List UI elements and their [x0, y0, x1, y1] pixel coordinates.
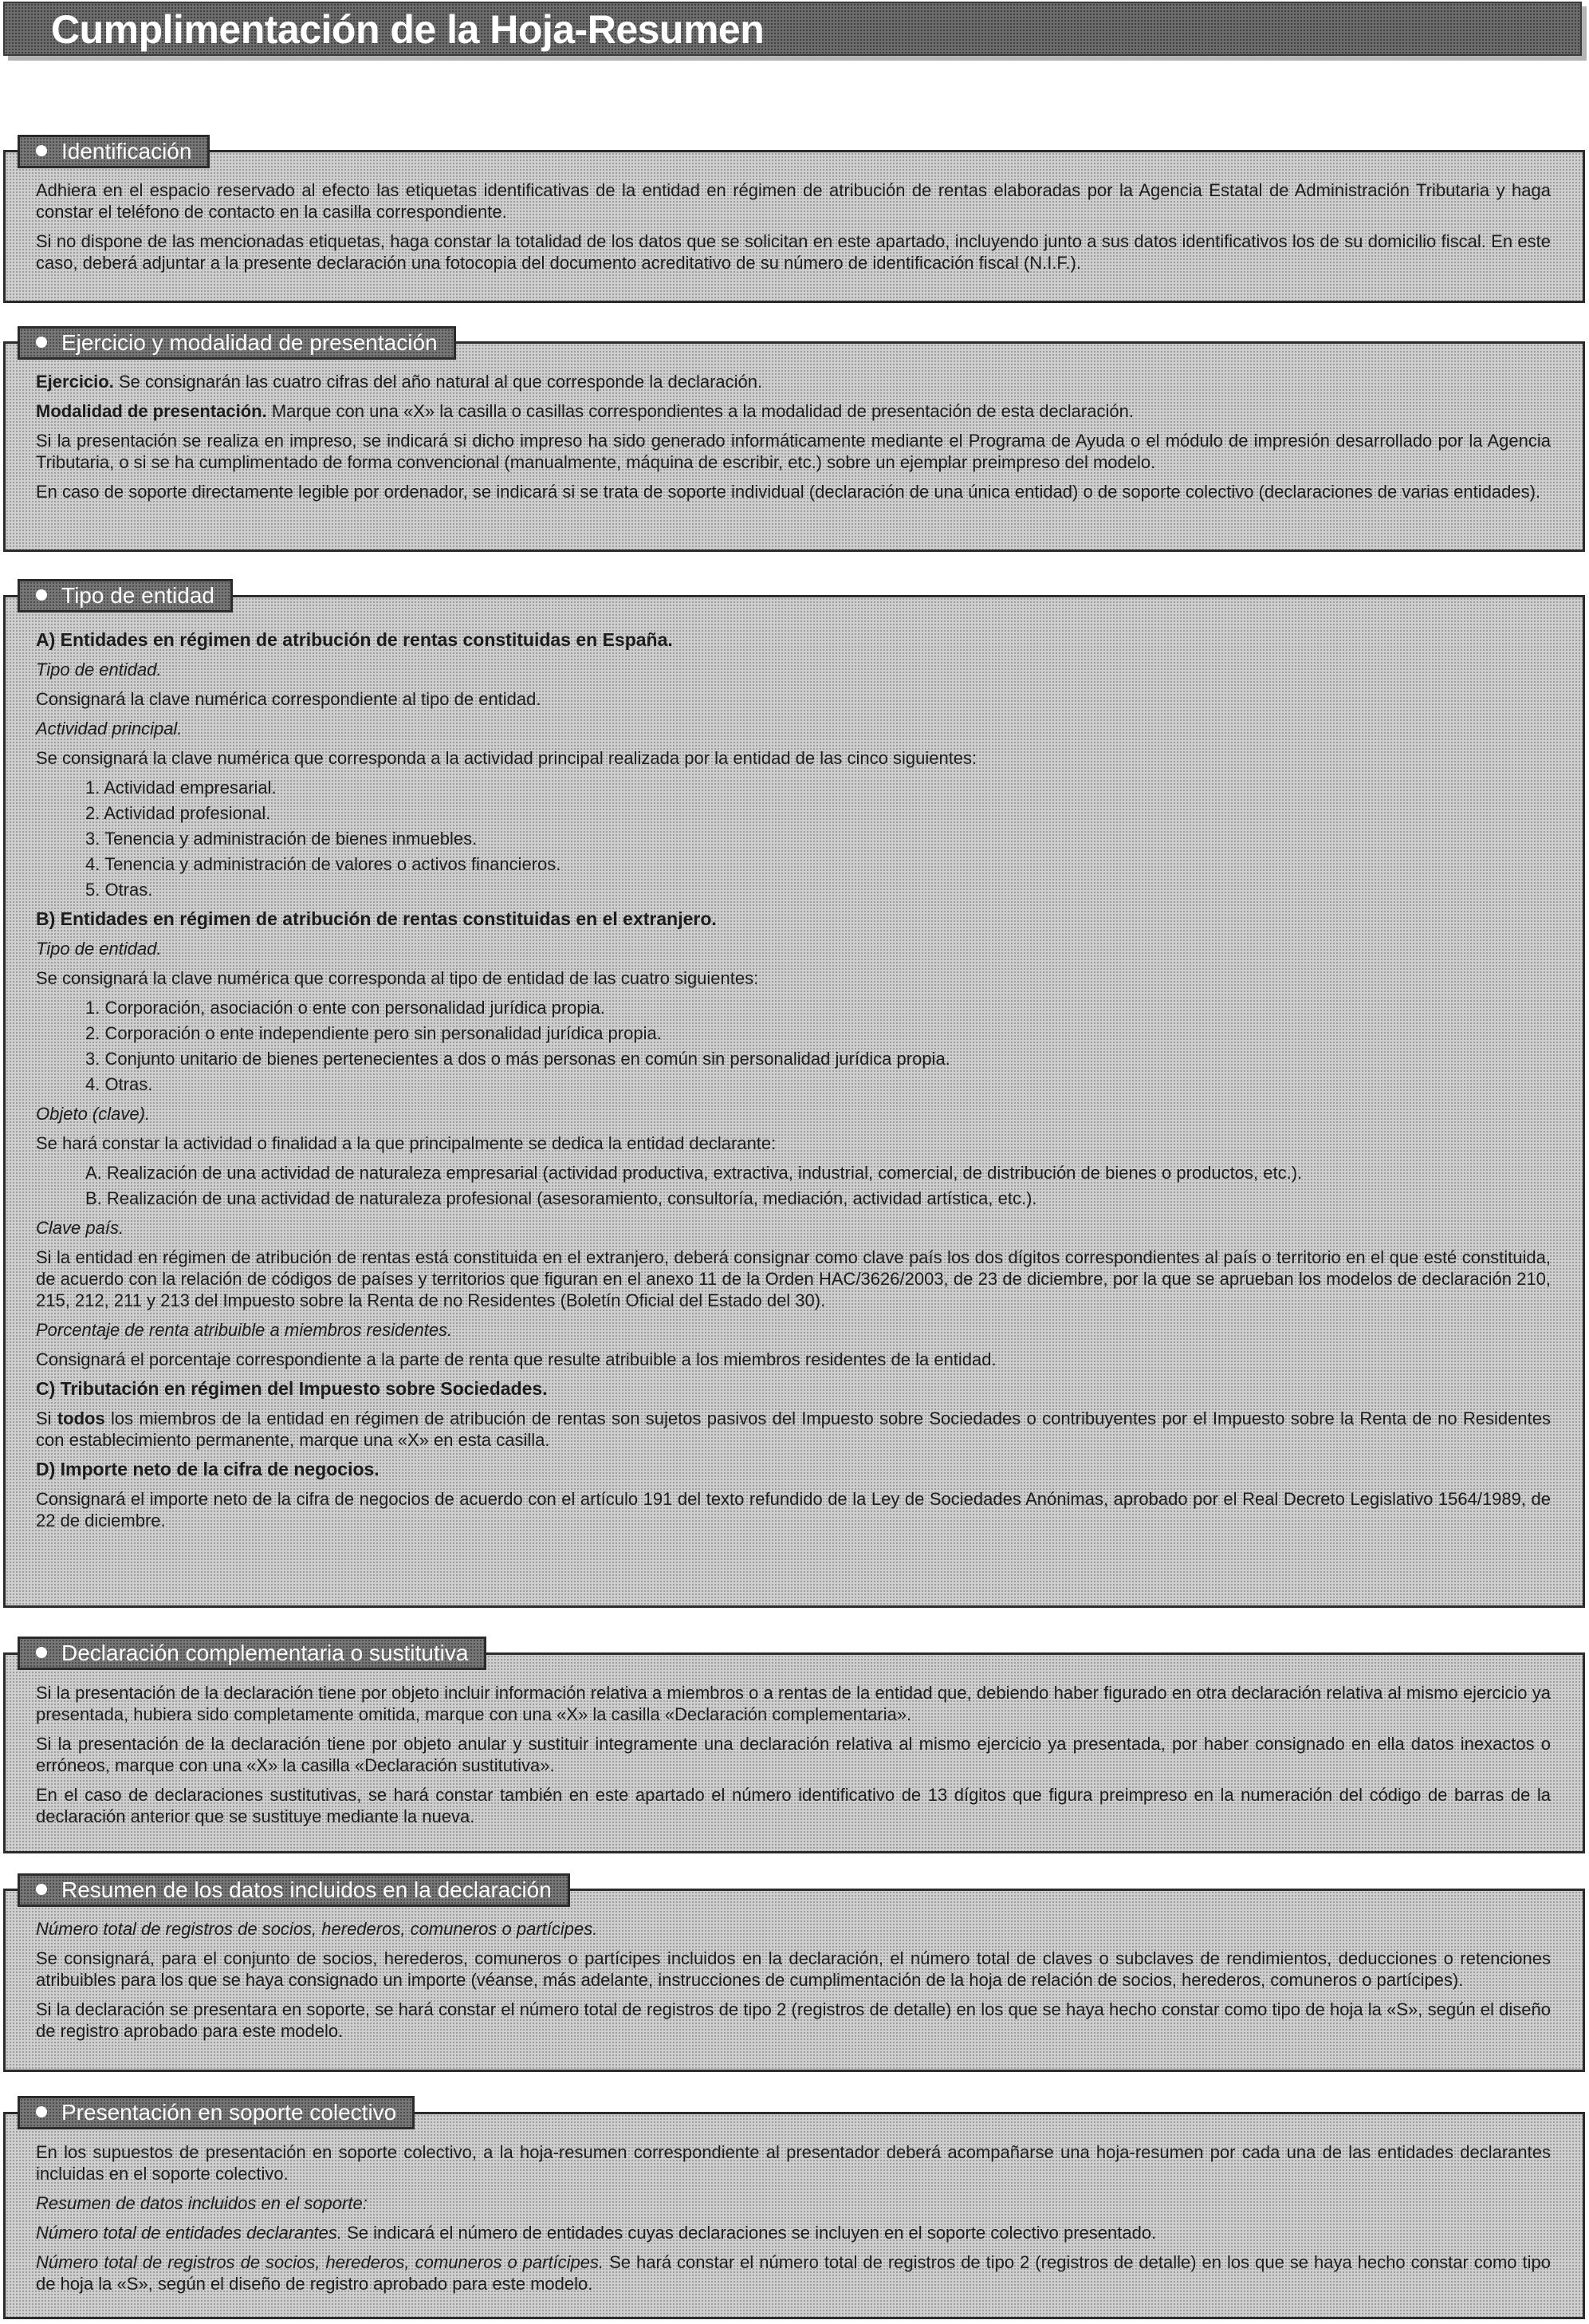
modalidad-paragraph [36, 400, 1551, 422]
list-item: 3. Conjunto unitario de bienes pertenecientes a dos o más personas en común sin personalidad jurídica propia. [85, 1049, 950, 1069]
field-label: Número total de registros de socios, herederos, comuneros o partícipes. [36, 2252, 604, 2272]
list-item: 4. Otras. [85, 1074, 153, 1094]
section-tab-identificacion [18, 135, 210, 168]
paragraph [36, 2251, 1551, 2294]
bullet-icon [36, 337, 47, 348]
field-label: Porcentaje de renta atribuible a miembros residentes. [36, 1320, 453, 1340]
paragraph: Consignará el porcentaje correspondiente a la parte de renta que resulte atribuible a los miembros residentes de la entidad. [36, 1349, 997, 1369]
text-fragment: Se indicará el número de entidades cuyas declaraciones se incluyen en el soporte colectivo presentado. [342, 2223, 1157, 2243]
list-item: 4. Tenencia y administración de valores o activos financieros. [85, 854, 561, 874]
paragraph: Si la presentación de la declaración tiene por objeto anular y sustituir integramente una declaración relativa al mismo ejercicio ya presentada, por haber consignado en ella datos inexactos o erróneos, marque con una «X» la casilla «Declaración sustitutiva». [36, 1734, 1551, 1775]
list-item: 3. Tenencia y administración de bienes inmuebles. [85, 829, 478, 849]
text-fragment: Si [36, 1408, 57, 1428]
section-title: Ejercicio y modalidad de presentación [61, 330, 438, 355]
paragraph: En caso de soporte directamente legible por ordenador, se indicará si se trata de soporte individual (declaración de una única entidad) o de soporte colectivo (declaraciones de varias entidades). [36, 482, 1541, 502]
section-complementaria [3, 1652, 1585, 1853]
section-tipo-entidad [3, 595, 1585, 1608]
section-colectivo [3, 2112, 1585, 2319]
bullet-icon [36, 589, 47, 601]
section-identificacion [3, 150, 1585, 303]
section-tab-complementaria [18, 1637, 486, 1670]
field-label: Clave país. [36, 1218, 124, 1238]
field-label: Número total de registros de socios, herederos, comuneros o partícipes. [36, 1919, 598, 1939]
bullet-icon [36, 1884, 47, 1895]
section-title: Declaración complementaria o sustitutiva [61, 1641, 469, 1665]
paragraph [36, 2222, 1551, 2243]
entity-type-list [36, 997, 1551, 1095]
section-tab-ejercicio [18, 326, 456, 360]
modalidad-label: Modalidad de presentación. [36, 401, 267, 421]
section-title: Resumen de los datos incluidos en la declaración [61, 1877, 552, 1902]
list-item: 2. Actividad profesional. [85, 803, 271, 823]
subsection-heading: B) Entidades en régimen de atribución de rentas constituidas en el extranjero. [36, 908, 717, 929]
page-title: Cumplimentación de la Hoja-Resumen [51, 7, 765, 52]
ejercicio-text: Se consignarán las cuatro cifras del año natural al que corresponde la declaración. [113, 372, 763, 392]
section-title: Presentación en soporte colectivo [61, 2100, 397, 2125]
paragraph: En los supuestos de presentación en soporte colectivo, a la hoja-resumen correspondiente al presentador deberá acompañarse una hoja-resumen por cada una de las entidades declarantes incluidas en el soporte colectivo. [36, 2142, 1551, 2184]
paragraph: Si la declaración se presentara en soporte, se hará constar el número total de registros de tipo 2 (registros de detalle) en los que se haya hecho constar como tipo de hoja la «S», según el diseño de registro aprobado para este modelo. [36, 1999, 1551, 2041]
subsection-heading: A) Entidades en régimen de atribución de rentas constituidas en España. [36, 629, 673, 650]
field-label: Actividad principal. [36, 719, 183, 739]
list-item: 1. Corporación, asociación o ente con personalidad jurídica propia. [85, 998, 605, 1018]
list-item: 5. Otras. [85, 880, 153, 900]
section-tab-colectivo [18, 2096, 415, 2129]
paragraph: Se consignará, para el conjunto de socios, herederos, comuneros o partícipes incluidos en la declaración, el número total de claves o subclaves de rendimientos, deducciones o retenciones atribuibles para los que se haya consignado un importe (véanse, más adelante, instrucciones de cumplimentación de la hoja de relación de socios, herederos, comuneros o partícipes). [36, 1948, 1551, 1990]
bullet-icon [36, 1647, 47, 1658]
field-label: Número total de entidades declarantes. [36, 2223, 343, 2243]
objeto-list [36, 1162, 1551, 1209]
paragraph: Adhiera en el espacio reservado al efecto las etiquetas identificativas de la entidad en régimen de atribución de rentas elaboradas por la Agencia Estatal de Administración Tributaria y haga constar el teléfono de contacto en la casilla correspondiente. [36, 180, 1551, 222]
subsection-heading: C) Tributación en régimen del Impuesto sobre Sociedades. [36, 1378, 548, 1399]
text-fragment: los miembros de la entidad en régimen de atribución de rentas son sujetos pasivos del Impuesto sobre Sociedades o contribuyentes por el Impuesto sobre la Renta de no Residentes con establecimiento permanente, marque una «X» en esta casilla. [36, 1408, 1551, 1450]
paragraph: Se hará constar la actividad o finalidad a la que principalmente se dedica la entidad declarante: [36, 1133, 777, 1153]
paragraph: Consignará la clave numérica correspondiente al tipo de entidad. [36, 689, 541, 709]
paragraph: Si la entidad en régimen de atribución de rentas está constituida en el extranjero, deberá consignar como clave país los dos dígitos correspondientes al país o territorio en el que esté constituida, de acuerdo con la relación de códigos de países y territorios que figuran en el anexo 11 de la Orden HAC/3626/2003, de 23 de diciembre, por la que se aprueban los modelos de declaración 210, 215, 212, 211 y 213 del Impuesto sobre la Renta de no Residentes (Boletín Oficial del Estado del 30). [36, 1247, 1551, 1310]
ejercicio-label: Ejercicio. [36, 372, 114, 392]
paragraph: Se consignará la clave numérica que corresponda al tipo de entidad de las cuatro siguientes: [36, 968, 759, 988]
section-tab-tipo-entidad [18, 579, 233, 613]
section-resumen [3, 1889, 1585, 2072]
subsection-heading: D) Importe neto de la cifra de negocios. [36, 1459, 380, 1479]
field-label: Tipo de entidad. [36, 660, 162, 679]
activity-list [36, 777, 1551, 900]
paragraph: Si la presentación de la declaración tiene por objeto incluir información relativa a miembros o a rentas de la entidad que, debiendo haber figurado en otra declaración relativa al mismo ejercicio ya presentada, hubiera sido completamente omitida, marque con una «X» la casilla «Declaración complementaria». [36, 1683, 1551, 1724]
emphasis: todos [57, 1408, 105, 1428]
paragraph [36, 1408, 1551, 1451]
list-item: 2. Corporación o ente independiente pero sin personalidad jurídica propia. [85, 1023, 662, 1043]
list-item: A. Realización de una actividad de naturaleza empresarial (actividad productiva, extractiva, industrial, comercial, de distribución de bienes o productos, etc.). [85, 1163, 1303, 1183]
paragraph: En el caso de declaraciones sustitutivas, se hará constar también en este apartado el número identificativo de 13 dígitos que figura preimpreso en la numeración del código de barras de la declaración anterior que se sustituye mediante la nueva. [36, 1785, 1551, 1826]
section-ejercicio [3, 341, 1585, 552]
list-item: B. Realización de una actividad de naturaleza profesional (asesoramiento, consultoría, mediación, actividad artística, etc.). [85, 1188, 1037, 1208]
field-label: Tipo de entidad. [36, 939, 162, 959]
page-header [3, 2, 1582, 56]
bullet-icon [36, 145, 47, 156]
ejercicio-paragraph [36, 371, 1551, 392]
text-fragment: Se hará constar el número total de registros de tipo 2 (registros de detalle) en los que se haya hecho constar como tipo de hoja la «S», según el diseño de registro aprobado para este modelo. [36, 2252, 1551, 2294]
bullet-icon [36, 2106, 47, 2117]
section-title: Identificación [61, 139, 192, 163]
paragraph: Si no dispone de las mencionadas etiquetas, haga constar la totalidad de los datos que se solicitan en este apartado, incluyendo junto a sus datos identificativos los de su domicilio fiscal. En este caso, deberá adjuntar a la presente declaración una fotocopia del documento acreditativo de su número de identificación fiscal (N.I.F.). [36, 231, 1551, 273]
section-title: Tipo de entidad [61, 583, 214, 608]
field-label: Resumen de datos incluidos en el soporte: [36, 2193, 368, 2213]
field-label: Objeto (clave). [36, 1104, 151, 1124]
paragraph: Si la presentación se realiza en impreso, se indicará si dicho impreso ha sido generado informáticamente mediante el Programa de Ayuda o el módulo de impresión desarrollado por la Agencia Tributaria, o si se ha cumplimentado de forma convencional (manualmente, máquina de escribir, etc.) sobre un ejemplar preimpreso del modelo. [36, 431, 1551, 472]
paragraph: Se consignará la clave numérica que corresponda a la actividad principal realizada por la entidad de las cinco siguientes: [36, 748, 977, 768]
modalidad-text: Marque con una «X» la casilla o casillas correspondientes a la modalidad de presentación de esta declaración. [266, 401, 1134, 421]
list-item: 1. Actividad empresarial. [85, 778, 277, 798]
paragraph: Consignará el importe neto de la cifra de negocios de acuerdo con el artículo 191 del texto refundido de la Ley de Sociedades Anónimas, aprobado por el Real Decreto Legislativo 1564/1989, de 22 de diciembre. [36, 1489, 1551, 1530]
section-tab-resumen [18, 1873, 570, 1907]
